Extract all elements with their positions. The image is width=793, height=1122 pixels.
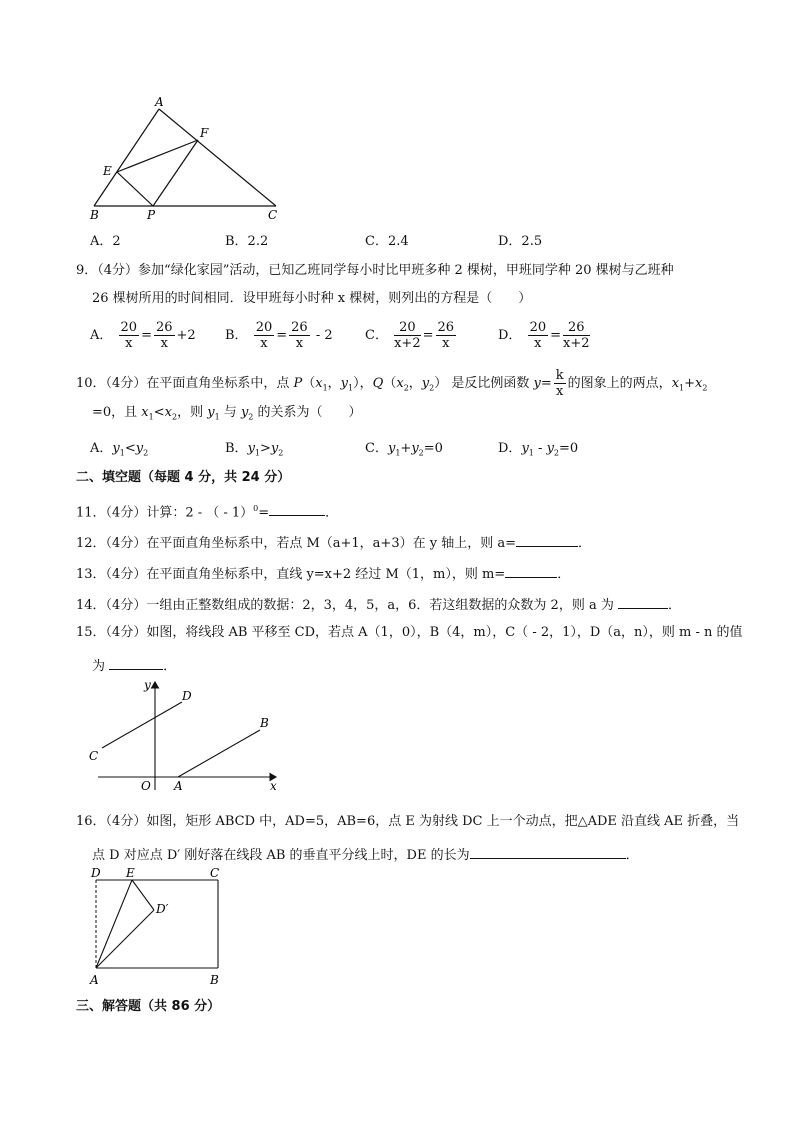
q12-answer-blank[interactable] [516,532,578,547]
q13-stem: 13．（4分）在平面直角坐标系中，直线 y=x+2 经过 M（1，m），则 m= ． [76,563,570,584]
q10-option-a[interactable]: A．$y_1<y_2$ [90,441,149,458]
q9-option-b[interactable]: B． $\frac{20}{x}$ = $\frac{26}{x}$ - 2 [225,320,333,351]
label-f: F [200,126,209,140]
q8-option-a[interactable]: A．2 [90,234,121,249]
q11-stem: 11．（4分）计算：2 - （ - 1）$^0$= ． [76,500,338,522]
q9-option-a[interactable]: A． $\frac{20}{x}$ = $\frac{26}{x}$ +2 [90,320,196,351]
label-a: A [155,95,164,109]
label-d: D [91,866,101,880]
q15-answer-blank[interactable] [109,655,163,670]
figure-q16-rectangle [86,866,236,992]
q14-answer-blank[interactable] [618,594,668,609]
label-c: C [210,866,220,880]
q15-stem-line1: 15．（4分）如图，将线段 AB 平移至 CD，若点 A（1，0），B（4，m），C（ - 2，1），D（a，n），则 m - n 的值 [76,625,743,640]
label-c: C [268,208,278,222]
label-e: E [126,866,135,880]
q9-option-d[interactable]: D． $\frac{20}{x}$ = $\frac{26}{x+2}$ [498,320,590,351]
q10-option-c[interactable]: C．$y_1+y_2=0$ [365,441,443,458]
label-d-prime: D′ [156,902,169,916]
label-x: x [270,779,277,793]
label-b: B [210,973,219,987]
label-e: E [103,164,112,178]
label-a: A [174,779,183,793]
q12-stem: 12．（4分）在平面直角坐标系中，若点 M（a+1，a+3）在 y 轴上，则 a= ． [76,532,591,553]
label-d: D [182,689,192,703]
q9-stem-line2: 26 棵树所用的时间相同．设甲班每小时种 x 棵树，则列出的方程是（ ） [92,291,532,306]
figure-q8-triangle [80,92,290,227]
q11-answer-blank[interactable] [269,501,325,516]
section-3-heading: 三、解答题（共 86 分） [76,999,221,1014]
q10-stem-line1: 10．（4分）在平面直角坐标系中，点 $P(x_1$，$y_1$），$Q(x_2$，$y_2$） 是反比例函数 y= $\frac{k}{x}$ 的图象上的两点，$x_1+x_2$ [76,368,708,399]
q16-stem-line2: 点 D 对应点 D′ 刚好落在线段 AB 的垂直平分线上时，DE 的长为 ． [92,844,639,865]
q8-option-c[interactable]: C．2.4 [365,234,409,249]
q10-option-d[interactable]: D．$y_1 - y_2=0$ [498,441,579,458]
q8-option-d[interactable]: D．2.5 [498,234,543,249]
q16-answer-blank[interactable] [470,844,626,859]
q9-stem-line1: 9．（4分）参加“绿化家园”活动，已知乙班同学每小时比甲班多种 2 棵树，甲班同学种 20 棵树与乙班种 [76,263,674,278]
q9-option-c[interactable]: C． $\frac{20}{x+2}$ = $\frac{26}{x}$ [365,320,455,351]
q15-stem-line2: 为 ． [92,655,176,676]
q13-answer-blank[interactable] [505,563,557,578]
label-o: O [141,779,151,793]
figure-q15-coordinate-plane [84,676,284,794]
q10-option-b[interactable]: B．$y_1>y_2$ [225,441,284,458]
label-a: A [90,973,99,987]
label-p: P [147,208,156,222]
q8-option-b[interactable]: B．2.2 [225,234,269,249]
label-c: C [89,749,99,763]
label-b: B [90,208,99,222]
q16-stem-line1: 16．（4分）如图，矩形 ABCD 中，AD=5，AB=6，点 E 为射线 DC 上一个动点，把△ADE 沿直线 AE 折叠，当 [76,814,740,829]
q14-stem: 14．（4分）一组由正整数组成的数据：2，3，4，5，a，6．若这组数据的众数为 2，则 a 为 ． [76,594,681,615]
label-y: y [144,678,151,692]
q10-stem-line2: =0，且 $x_1<x_2$，则 $y_1$ 与 $y_2$ 的关系为（ ） [92,405,362,422]
section-2-heading: 二、填空题（每题 4 分，共 24 分） [76,470,291,485]
label-b: B [260,716,269,730]
